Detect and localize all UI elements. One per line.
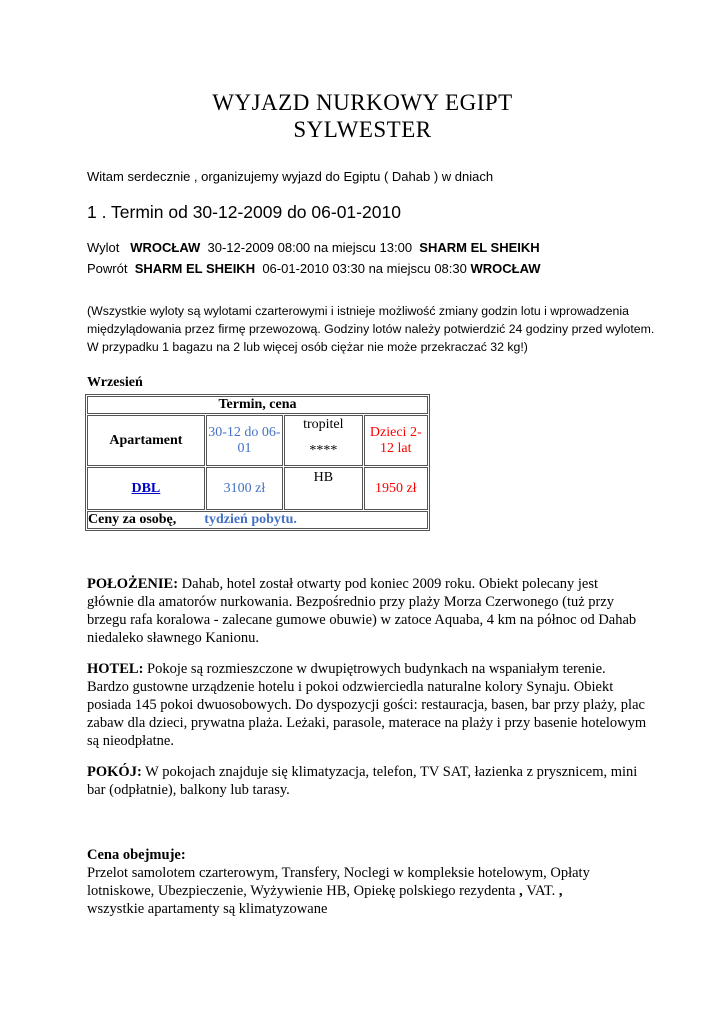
outbound-prefix: Wylot xyxy=(87,240,120,255)
cena-section xyxy=(87,846,647,918)
outbound-to: SHARM EL SHEIKH xyxy=(419,240,540,255)
cena-label: Cena obejmuje: xyxy=(87,847,186,863)
polozenie-section xyxy=(87,575,647,647)
row-dbl-price: 3100 zł xyxy=(206,467,283,510)
hotel-stars: **** xyxy=(309,443,338,458)
row-dbl-kids-price: 1950 zł xyxy=(364,467,428,510)
dbl-link[interactable]: DBL xyxy=(131,480,161,496)
table-footer xyxy=(87,511,428,529)
cena-separator-1: , xyxy=(515,883,527,899)
hotel-text: Pokoje są rozmieszczone w dwupiętrowych budynkach na wspaniałym terenie. Bardzo gustowne urządzenie hotelu i pokoi odzwierciedla naturalne kolory Synaju. Obiekt posiada 145 pokoi dwuosobowych. Do dyspozycji gości: restauracja, basen, bar przy plaży, plac zabaw dla dzieci, prywatna plaża. Leżaki, parasole, materace na plaży i przy basenie hotelowym są nieodpłatne. xyxy=(87,661,647,749)
row-apartament-label: Apartament xyxy=(87,415,205,466)
pokoj-section xyxy=(87,763,647,799)
cena-text: Przelot samolotem czarterowym, Transfery, Noclegi w kompleksie hotelowym, Opłaty lotniskowe, Ubezpieczenie, Wyżywienie HB, Opiekę polskiego rezydenta xyxy=(87,865,590,899)
row-apartament-kids: Dzieci 2-12 lat xyxy=(364,415,428,466)
row-apartament-dates: 30-12 do 06-01 xyxy=(206,415,283,466)
title-line-1: WYJAZD NURKOWY EGIPT xyxy=(212,90,513,115)
pokoj-label: POKÓJ: xyxy=(87,764,142,780)
table-caption: Wrzesień xyxy=(87,375,143,390)
polozenie-text: Dahab, hotel został otwarty pod koniec 2009 roku. Obiekt polecany jest głównie dla amatorów nurkowania. Bezpośrednio przy plaży Morza Czerwonego (tuż przy brzegu rafa koralowa - zalecane gumowe obuwie) w zatoce Aquaba, 4 km na północ od Dahab niedaleko sławnego Kanionu. xyxy=(87,576,637,646)
outbound-from: WROCŁAW xyxy=(130,240,201,255)
cena-details xyxy=(87,864,647,900)
row-dbl-board: HB xyxy=(284,467,362,510)
footer-note: tydzień pobytu. xyxy=(204,512,297,527)
hotel-label: HOTEL: xyxy=(87,661,144,677)
flight-note: (Wszystkie wyloty są wylotami czarterowymi i istnieje możliwość zmiany godzin lotu i wprowadzenia międzylądowania przez firmę przewozową. Godziny lotów należy potwierdzić 24 godziny przed wylotem. W przypadku 1 bagazu na 2 lub więcej osób ciężar nie może przekraczać 32 kg!) xyxy=(87,304,655,354)
title-line-2: SYLWESTER xyxy=(293,117,432,142)
footer-label: Ceny za osobę, xyxy=(88,512,177,527)
return-from: SHARM EL SHEIKH xyxy=(134,261,256,276)
cena-separator-2: , xyxy=(555,883,563,899)
cena-vat: VAT. xyxy=(526,883,556,899)
return-prefix: Powrót xyxy=(87,261,128,276)
return-to: WROCŁAW xyxy=(470,261,541,276)
hotel-section xyxy=(87,660,647,750)
cena-apartments: wszystkie apartamenty są klimatyzowane xyxy=(87,901,328,917)
outbound-flight xyxy=(87,240,540,255)
price-table xyxy=(85,394,430,531)
termin-heading: 1 . Termin od 30-12-2009 do 06-01-2010 xyxy=(87,202,401,222)
hotel-name: tropitel xyxy=(303,417,344,432)
outbound-times: 30-12-2009 08:00 na miejscu 13:00 xyxy=(207,240,413,255)
polozenie-label: POŁOŻENIE: xyxy=(87,576,179,592)
intro-text: Witam serdecznie , organizujemy wyjazd do Egiptu ( Dahab ) w dniach xyxy=(87,169,494,184)
return-times: 06-01-2010 03:30 na miejscu 08:30 xyxy=(262,261,467,276)
row-apartament-hotel xyxy=(284,415,362,466)
row-dbl-label xyxy=(87,467,205,510)
table-header: Termin, cena xyxy=(87,396,428,414)
pokoj-text: W pokojach znajduje się klimatyzacja, telefon, TV SAT, łazienka z prysznicem, mini bar (odpłatnie), balkony lub tarasy. xyxy=(87,764,638,798)
return-flight xyxy=(87,261,541,276)
